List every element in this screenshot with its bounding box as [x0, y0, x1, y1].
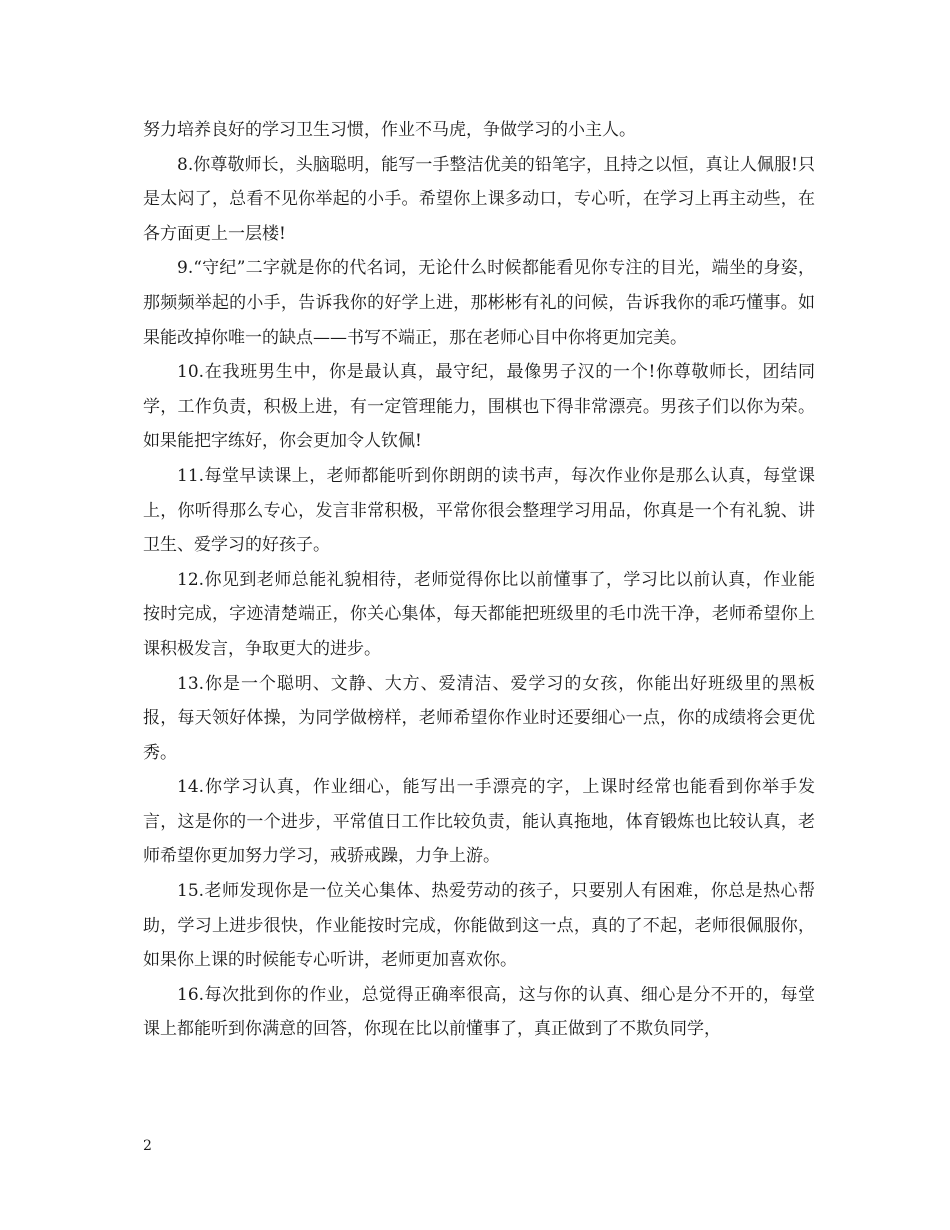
paragraph-item-14: 14.你学习认真，作业细心，能写出一手漂亮的字，上课时经常也能看到你举手发言，这是你的一个进步，平常值日工作比较负责，能认真拖地，体育锻炼也比较认真，老师希望你更加努力学习，戒骄戒躁，力争上游。 [143, 777, 815, 867]
paragraph-item-8: 8.你尊敬师长，头脑聪明，能写一手整洁优美的铅笔字，且持之以恒，真让人佩服!只是太闷了，总看不见你举起的小手。希望你上课多动口，专心听，在学习上再主动些，在各方面更上一层楼! [143, 154, 815, 244]
paragraph-item-13: 13.你是一个聪明、文静、大方、爱清洁、爱学习的女孩，你能出好班级里的黑板报，每天领好体操，为同学做榜样，老师希望你作业时还要细心一点，你的成绩将会更优秀。 [143, 673, 815, 763]
paragraph-item-12: 12.你见到老师总能礼貌相待，老师觉得你比以前懂事了，学习比以前认真，作业能按时完成，字迹清楚端正，你关心集体，每天都能把班级里的毛巾洗干净，老师希望你上课积极发言，争取更大的进步。 [143, 569, 815, 659]
paragraph-item-16: 16.每次批到你的作业，总觉得正确率很高，这与你的认真、细心是分不开的，每堂课上都能听到你满意的回答，你现在比以前懂事了，真正做到了不欺负同学， [143, 984, 815, 1040]
paragraph-item-11: 11.每堂早读课上，老师都能听到你朗朗的读书声，每次作业你是那么认真，每堂课上，你听得那么专心，发言非常积极，平常你很会整理学习用品，你真是一个有礼貌、讲卫生、爱学习的好孩子。 [143, 465, 815, 556]
paragraph-continuation: 努力培养良好的学习卫生习惯，作业不马虎，争做学习的小主人。 [143, 120, 636, 140]
document-body [143, 113, 815, 1047]
paragraph-item-15: 15.老师发现你是一位关心集体、热爱劳动的孩子，只要别人有困难，你总是热心帮助，学习上进步很快，作业能按时完成，你能做到这一点，真的了不起，老师很佩服你，如果你上课的时候能专心听讲，老师更加喜欢你。 [143, 881, 815, 971]
paragraph-item-10: 10.在我班男生中，你是最认真，最守纪，最像男子汉的一个!你尊敬师长，团结同学，工作负责，积极上进，有一定管理能力，围棋也下得非常漂亮。男孩子们以你为荣。如果能把字练好，你会更加令人钦佩! [143, 362, 815, 452]
paragraph-item-9: 9.“守纪”二字就是你的代名词，无论什么时候都能看见你专注的目光，端坐的身姿，那频频举起的小手，告诉我你的好学上进，那彬彬有礼的问候，告诉我你的乖巧懂事。如果能改掉你唯一的缺点——书写不端正，那在老师心目中你将更加完美。 [143, 258, 815, 348]
page-number: 2 [143, 1138, 152, 1154]
